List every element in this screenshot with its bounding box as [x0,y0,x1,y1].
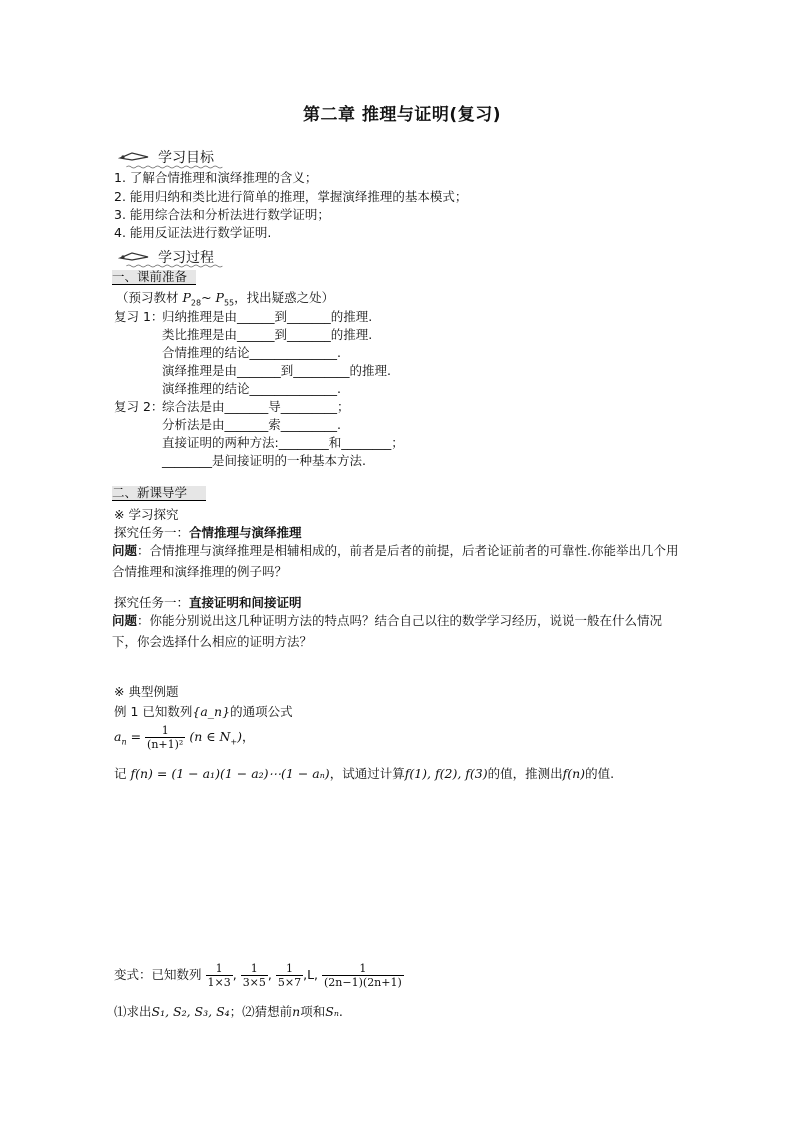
section-bar: 二、新课导学 [112,486,206,501]
example1: 例 1 已知数列{a_n}的通项公式 [114,704,293,719]
variant-line: 变式：已知数列 $\frac{1}{1\times 3}$ , $\frac{1}{3\times 5}$ , $\frac{1}{5\times 7}$ ,L, $\frac{1}{(2n-1)(2n+1)}$ [114,962,402,989]
objective-item: 2. 能用归纳和类比进行简单的推理，掌握演绎推理的基本模式； [114,189,468,204]
process-heading-text: 学习过程 [158,250,214,266]
objective-item: 4. 能用反证法进行数学证明. [114,225,272,240]
objectives-heading-text: 学习目标 [158,150,214,166]
objectives-heading [118,147,214,167]
explore-heading: ※ 学习探究 [114,507,179,522]
task1: 探究任务一：合情推理与演绎推理 [114,525,302,540]
review2-label: 复习 2： [114,399,164,414]
review-line: 演绎推理的结论______________. [162,381,341,396]
formula-an: $a_n$ = $\frac{1}{\text{(n+1)²}}$ (n ∈ $N_+$)， [114,724,255,751]
objective-item: 1. 了解合情推理和演绎推理的含义； [114,170,318,185]
page-title: 第二章 推理与证明(复习) [303,105,501,125]
preview-note: （预习教材 $P_{28}\sim$ $P_{55}$，找出疑惑之处） [116,290,335,308]
question1: 问题：合情推理与演绎推理是相辅相成的，前者是后者的前提，后者论证前者的可靠性.你能举出几个用合情推理和演绎推理的例子吗？ [112,543,679,579]
variant-questions: ⑴求出S₁, S₂, S₃, S₄；⑵猜想前n项和Sₙ. [114,1004,343,1019]
review-line: 演绎推理是由_______到_________的推理. [162,363,391,378]
record-line: 记 f(n) = (1 − a₁)(1 − a₂)⋯(1 − aₙ)，试通过计算f(1), f(2), f(3)的值，推测出f(n)的值. [114,766,615,781]
question2: 问题：你能分别说出这几种证明方法的特点吗？结合自己以往的数学学习经历，说说一般在什么情况下，你会选择什么相应的证明方法？ [112,613,663,649]
review-line: ________是间接证明的一种基本方法. [162,453,366,468]
fraction: $\frac{1}{\text{(n+1)²}}$ [147,724,184,751]
wavy-underline [114,264,238,268]
review-line: 综合法是由_______导_________； [162,399,350,414]
review-line: 合情推理的结论______________. [162,345,341,360]
examples-heading: ※ 典型例题 [114,684,179,699]
section-bar: 一、课前准备 [112,270,196,285]
review-line: 直接证明的两种方法:________和________； [162,435,404,450]
task2: 探究任务一：直接证明和间接证明 [114,595,302,610]
objective-item: 3. 能用综合法和分析法进行数学证明； [114,207,330,222]
pencil-icon [118,150,152,166]
review-line: 类比推理是由______到_______的推理. [162,327,373,342]
review-line: 归纳推理是由______到_______的推理. [162,309,373,324]
review1-label: 复习 1： [114,309,164,324]
review-line: 分析法是由_______索_________. [162,417,341,432]
